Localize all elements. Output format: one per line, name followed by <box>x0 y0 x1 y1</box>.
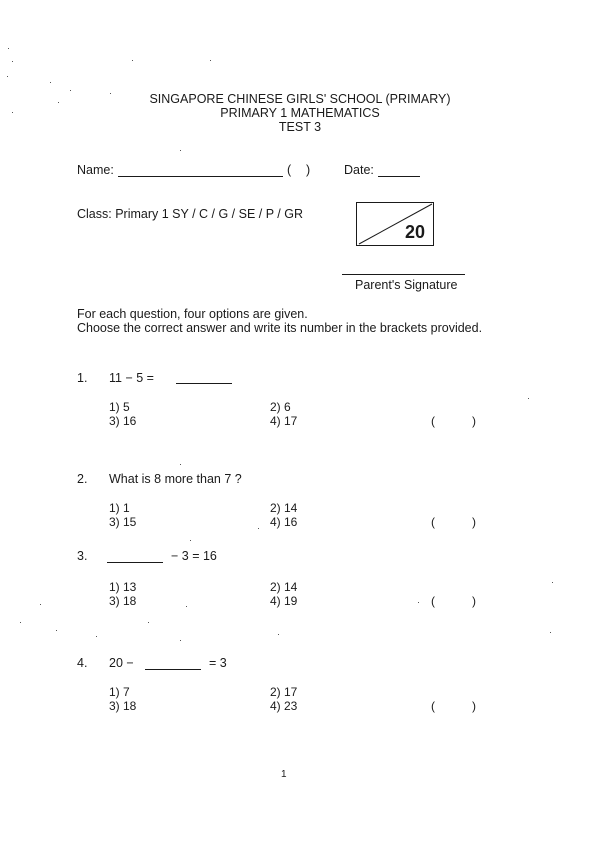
scan-speck <box>56 630 57 631</box>
option: 1) 13 <box>109 580 137 594</box>
question-number: 4. <box>77 656 88 670</box>
option: 1) 1 <box>109 501 130 515</box>
answer-bracket-open[interactable]: ( <box>431 414 435 428</box>
scan-speck <box>148 622 149 623</box>
scan-speck <box>258 528 259 529</box>
answer-bracket-open[interactable]: ( <box>431 515 435 529</box>
total-marks: 20 <box>404 222 425 242</box>
name-label: Name: <box>77 163 114 177</box>
scan-speck <box>180 150 181 151</box>
scan-speck <box>190 540 191 541</box>
option: 3) 15 <box>109 515 137 529</box>
option: 2) 14 <box>270 501 298 515</box>
scan-speck <box>418 602 419 603</box>
name-blank-line[interactable] <box>118 176 283 177</box>
scan-speck <box>110 93 111 94</box>
answer-blank[interactable] <box>107 562 163 563</box>
scan-speck <box>12 61 13 62</box>
date-blank-line[interactable] <box>378 176 420 177</box>
question-number: 3. <box>77 549 88 563</box>
scan-speck <box>8 48 9 49</box>
scan-speck <box>210 60 211 61</box>
question-text: What is 8 more than 7 ? <box>109 472 242 486</box>
answer-bracket-open[interactable]: ( <box>431 594 435 608</box>
scan-speck <box>12 112 13 113</box>
scan-speck <box>180 464 181 465</box>
date-label: Date: <box>344 163 374 177</box>
question-text: 11 − 5 = <box>109 371 154 385</box>
option: 2) 6 <box>270 400 291 414</box>
option: 4) 16 <box>270 515 298 529</box>
school-title: SINGAPORE CHINESE GIRLS' SCHOOL (PRIMARY) <box>149 92 451 106</box>
scan-speck <box>7 76 8 77</box>
answer-blank[interactable] <box>176 383 232 384</box>
scan-speck <box>50 82 51 83</box>
option: 3) 16 <box>109 414 137 428</box>
option: 4) 17 <box>270 414 298 428</box>
page-number: 1 <box>281 769 287 780</box>
option: 3) 18 <box>109 594 137 608</box>
scan-speck <box>186 606 187 607</box>
scan-speck <box>20 622 21 623</box>
option: 4) 19 <box>270 594 298 608</box>
instruction-line-1: For each question, four options are given. <box>77 307 308 321</box>
option: 1) 7 <box>109 685 130 699</box>
option: 4) 23 <box>270 699 298 713</box>
answer-bracket-close: ) <box>472 699 476 713</box>
question-number: 1. <box>77 371 88 385</box>
scan-speck <box>550 632 551 633</box>
scan-speck <box>278 634 279 635</box>
scan-speck <box>528 398 529 399</box>
scan-speck <box>180 640 181 641</box>
question-text-start: 20 − <box>109 656 134 670</box>
answer-bracket-close: ) <box>472 414 476 428</box>
test-title: TEST 3 <box>278 120 322 134</box>
scan-speck <box>58 102 59 103</box>
class-label: Class: Primary 1 SY / C / G / SE / P / GR <box>77 207 303 221</box>
scan-speck <box>40 604 41 605</box>
answer-bracket-close: ) <box>472 594 476 608</box>
parent-signature-label: Parent's Signature <box>355 278 458 292</box>
question-text-end: = 3 <box>209 656 227 670</box>
answer-bracket-close: ) <box>472 515 476 529</box>
option: 2) 17 <box>270 685 298 699</box>
name-paren-open: ( <box>287 163 292 177</box>
scan-speck <box>70 90 71 91</box>
option: 3) 18 <box>109 699 137 713</box>
signature-line[interactable] <box>342 274 465 275</box>
answer-bracket-open[interactable]: ( <box>431 699 435 713</box>
scan-speck <box>96 636 97 637</box>
subject-title: PRIMARY 1 MATHEMATICS <box>220 106 380 120</box>
option: 2) 14 <box>270 580 298 594</box>
instruction-line-2: Choose the correct answer and write its number in the brackets provided. <box>77 321 483 335</box>
question-text: − 3 = 16 <box>171 549 217 563</box>
scan-speck <box>132 60 133 61</box>
option: 1) 5 <box>109 400 130 414</box>
question-number: 2. <box>77 472 88 486</box>
name-paren-close: ) <box>306 163 311 177</box>
answer-blank[interactable] <box>145 669 201 670</box>
scan-speck <box>552 582 553 583</box>
score-box <box>356 202 434 246</box>
